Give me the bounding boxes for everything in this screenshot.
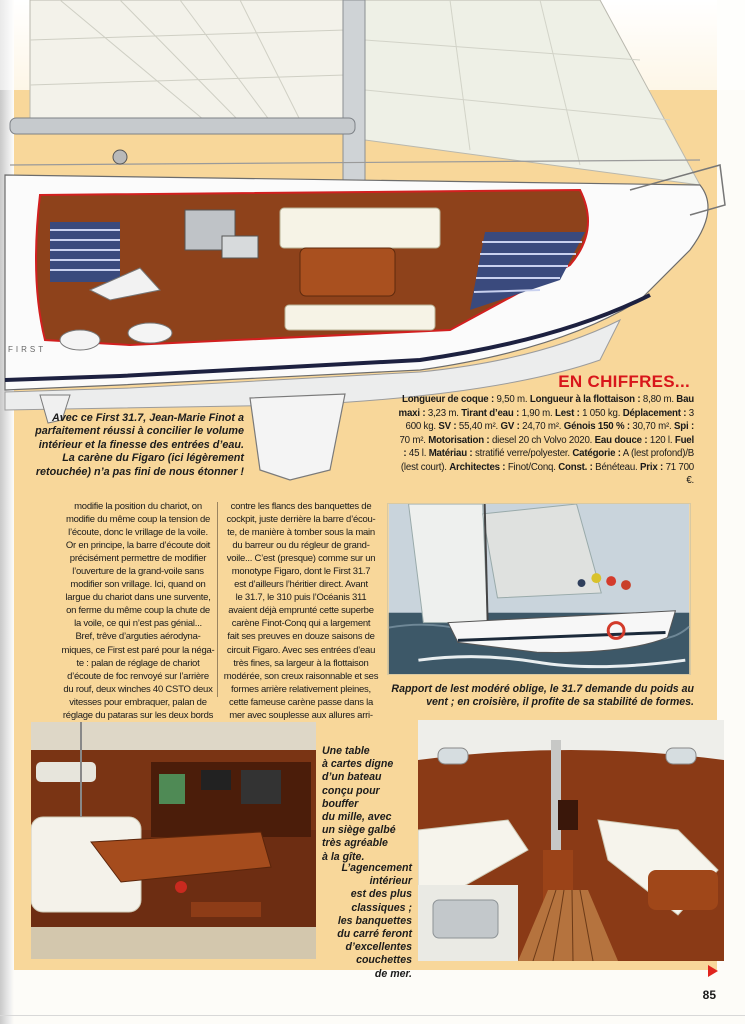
head-basin xyxy=(128,323,172,343)
article-line: modifie du même coup la tension de xyxy=(65,514,211,526)
article-line: avaient déjà emprunté cette superbe xyxy=(228,605,374,617)
article-line: cette fameuse carène passe dans la xyxy=(228,696,374,708)
spec-value: Finot/Conq. xyxy=(505,461,559,473)
caption-line: d’excellentes xyxy=(345,941,412,954)
article-line: modérée, son creux raisonnable et ses xyxy=(223,670,379,682)
spec-item xyxy=(461,408,555,419)
article-line: fait ses preuves en douze saisons de xyxy=(227,631,375,643)
caption-line: du carré feront xyxy=(337,928,412,941)
article-line: circuit Figaro. Avec ses entrées d’eau xyxy=(226,644,376,656)
spec-value: diesel 20 ch Volvo 2020. xyxy=(489,434,595,446)
saloon-porthole-left xyxy=(438,748,468,764)
caption-line: très agréable xyxy=(322,837,388,850)
article-line: formes arrière relativement pleines, xyxy=(231,683,371,695)
spec-label: Déplacement : xyxy=(622,407,687,419)
mainsail xyxy=(30,0,345,130)
spec-label: Bau maxi : xyxy=(398,394,694,419)
spec-item xyxy=(428,435,594,446)
spec-item xyxy=(501,421,564,432)
caption-line: les banquettes xyxy=(337,914,412,927)
caption-line: est des plus xyxy=(350,888,412,901)
spec-item xyxy=(402,394,530,405)
porthole xyxy=(36,762,96,782)
article-line: cockpit, juste derrière la barre d’écou- xyxy=(226,514,376,526)
spec-item xyxy=(429,448,573,459)
spec-item xyxy=(555,408,623,419)
saloon-lower-cushions xyxy=(285,305,435,330)
galley-sink-photo xyxy=(433,900,498,938)
spec-item xyxy=(595,435,675,446)
spec-value: 3,23 m. xyxy=(425,407,462,419)
article-column-1 xyxy=(56,500,220,722)
caption-line: un siège galbé xyxy=(322,824,396,837)
page-number: 85 xyxy=(702,988,716,1002)
saloon-caption xyxy=(322,862,412,981)
spec-value: 120 l. xyxy=(647,434,675,446)
article-line: te, de manière à tomber sous la main xyxy=(227,527,375,539)
article-line: d’écoute de foc renvoyé sur l’arrière xyxy=(67,670,209,682)
radio-unit xyxy=(241,770,281,804)
specs-list xyxy=(394,393,694,488)
spec-label: GV : xyxy=(500,421,520,432)
spec-value: 1 050 kg. xyxy=(579,407,623,419)
caption-line: d’un bateau xyxy=(322,771,382,784)
spec-label: Eau douce : xyxy=(594,434,648,446)
caption-line: intérieur xyxy=(369,875,412,888)
article-line: contre les flancs des banquettes de xyxy=(230,501,372,512)
spec-item xyxy=(564,421,674,432)
article-line: vitesses pour embraquer, palan de xyxy=(69,696,207,708)
spec-label: Lest : xyxy=(555,407,580,419)
galley-sink xyxy=(222,236,258,258)
head-toilet xyxy=(60,330,100,350)
spec-label: Const. : xyxy=(558,461,593,473)
spec-value: 55,40 m². xyxy=(456,421,501,432)
caption-line: du mille, avec xyxy=(322,811,392,824)
gps-screen xyxy=(159,774,185,804)
spec-item xyxy=(449,462,558,473)
article-line: Bref, trêve d’arguties aérodyna- xyxy=(75,631,201,643)
spec-label: Prix : xyxy=(640,461,664,473)
article-line: modifie la position du chariot, on xyxy=(74,501,202,512)
column-divider xyxy=(217,502,218,697)
article-line: miques, ce First est paré pour la néga- xyxy=(61,644,215,656)
saloon-photo xyxy=(418,720,724,961)
caption-line: bouffer xyxy=(322,797,359,810)
spec-value: stratifié verre/polyester. xyxy=(472,448,573,459)
caption-line: couchettes xyxy=(356,954,412,967)
saloon-porthole-right xyxy=(666,748,696,764)
spec-label: Fuel : xyxy=(403,434,694,459)
article-line: réglage du pataras sur les deux bords xyxy=(62,709,214,721)
spec-value: 71 700 €. xyxy=(663,461,694,486)
caption-line: L’agencement xyxy=(341,862,412,874)
article-line: très fines, sa largeur à la flottaison xyxy=(233,657,369,669)
article-line: l’ouverture de la grand-voile sans xyxy=(72,566,204,578)
boom xyxy=(10,118,355,134)
spec-value: A (lest profond)/B (lest court). xyxy=(400,448,694,473)
aft-berth-cushions xyxy=(50,222,120,282)
article-line: Or en principe, la barre d’écoute doit xyxy=(65,540,211,552)
article-line: monotype Figaro, dont le First 31.7 xyxy=(231,566,371,578)
page-edge xyxy=(0,1015,745,1016)
article-line: carène Finot-Conq qui a largement xyxy=(231,618,371,630)
article-line: modifier son vrillage. Ici, quand on xyxy=(70,579,206,591)
spec-item xyxy=(530,394,676,405)
saloon-table xyxy=(300,248,395,296)
article-line: la voile, ce qui n’est pas génial... xyxy=(74,618,202,630)
article-line: mer avec souplesse aux allures arri- xyxy=(229,709,373,721)
saloon-table-leaf xyxy=(648,870,718,910)
winch xyxy=(113,150,127,164)
spec-value: 9,50 m. xyxy=(494,394,530,405)
spec-label: Longueur de coque : xyxy=(402,394,494,405)
spec-value: 45 l. xyxy=(406,448,429,459)
chart-table-caption xyxy=(322,745,414,864)
article-line: largue du chariot dans une survente, xyxy=(65,592,211,604)
cabin-floor xyxy=(31,927,316,959)
caption-line: à la gîte. xyxy=(322,850,365,863)
next-page-arrow-icon xyxy=(708,965,718,977)
caption-line: Une table xyxy=(322,745,370,757)
spec-item xyxy=(438,421,500,432)
article-line: du rouf, deux winches 40 CSTO deux xyxy=(63,683,213,695)
saloon-cushions xyxy=(280,208,440,248)
forward-door xyxy=(558,800,578,830)
spec-item xyxy=(558,462,640,473)
caption-line: de mer. xyxy=(374,967,412,980)
caption-line: classiques ; xyxy=(351,901,412,914)
hero-caption: Avec ce First 31.7, Jean-Marie Finot a parfaitement réussi à concilier le volume intérieur et la finesse des entrées d’eau. La carène du Figaro (ici légèrement retouchée) n’a pas fini de nous étonner ! xyxy=(35,412,244,478)
spec-label: Spi : xyxy=(674,421,694,432)
spec-value: 24,70 m². xyxy=(519,421,564,432)
article-line: on ferme du même coup la chute de xyxy=(66,605,210,617)
article-line: voile... C’est (presque) comme sur un xyxy=(226,553,376,565)
hull-mark: FIRST xyxy=(8,345,47,354)
spec-value: 8,80 m. xyxy=(640,394,677,405)
spec-value: 70 m². xyxy=(399,434,429,446)
keel xyxy=(250,394,345,480)
sailing-photo-caption: Rapport de lest modéré oblige, le 31.7 demande du poids au vent ; en croisière, il profite de sa stabilité de formes. xyxy=(391,683,694,709)
spec-item xyxy=(640,462,694,487)
caption-line: à cartes digne xyxy=(322,758,394,771)
caption-line: conçu pour xyxy=(322,784,380,797)
article-line: du barreur ou du régleur de grand- xyxy=(232,540,370,552)
article-line: te : palan de réglage de chariot xyxy=(76,657,200,669)
sailing-photo xyxy=(387,503,691,675)
spec-value: 30,70 m². xyxy=(629,421,674,432)
article-line: précisément permettre de modifier xyxy=(69,553,207,565)
article-column-2 xyxy=(220,500,382,722)
spec-label: SV : xyxy=(438,421,457,432)
specs-title: EN CHIFFRES... xyxy=(558,372,690,391)
spec-value: 1,90 m. xyxy=(519,407,555,419)
spec-label: Matériau : xyxy=(428,448,473,459)
spec-label: Motorisation : xyxy=(428,434,490,446)
chart-table-photo xyxy=(31,722,316,959)
spec-label: Tirant d’eau : xyxy=(461,407,520,419)
spec-label: Architectes : xyxy=(449,461,506,473)
spec-value: Bénéteau. xyxy=(592,461,641,473)
spec-value: 3 600 kg. xyxy=(405,407,694,432)
spec-label: Longueur à la flottaison : xyxy=(529,394,641,405)
article-line: l’écoute, donc le vrillage de la voile. xyxy=(68,527,208,539)
spec-label: Génois 150 % : xyxy=(563,421,630,432)
fire-extinguisher xyxy=(175,881,187,893)
spec-label: Catégorie : xyxy=(572,448,621,459)
article-line: le 31.7, le 310 puis l’Océanis 311 xyxy=(235,592,367,604)
article-line: est d’ailleurs l’héritier direct. Avant xyxy=(234,579,368,591)
